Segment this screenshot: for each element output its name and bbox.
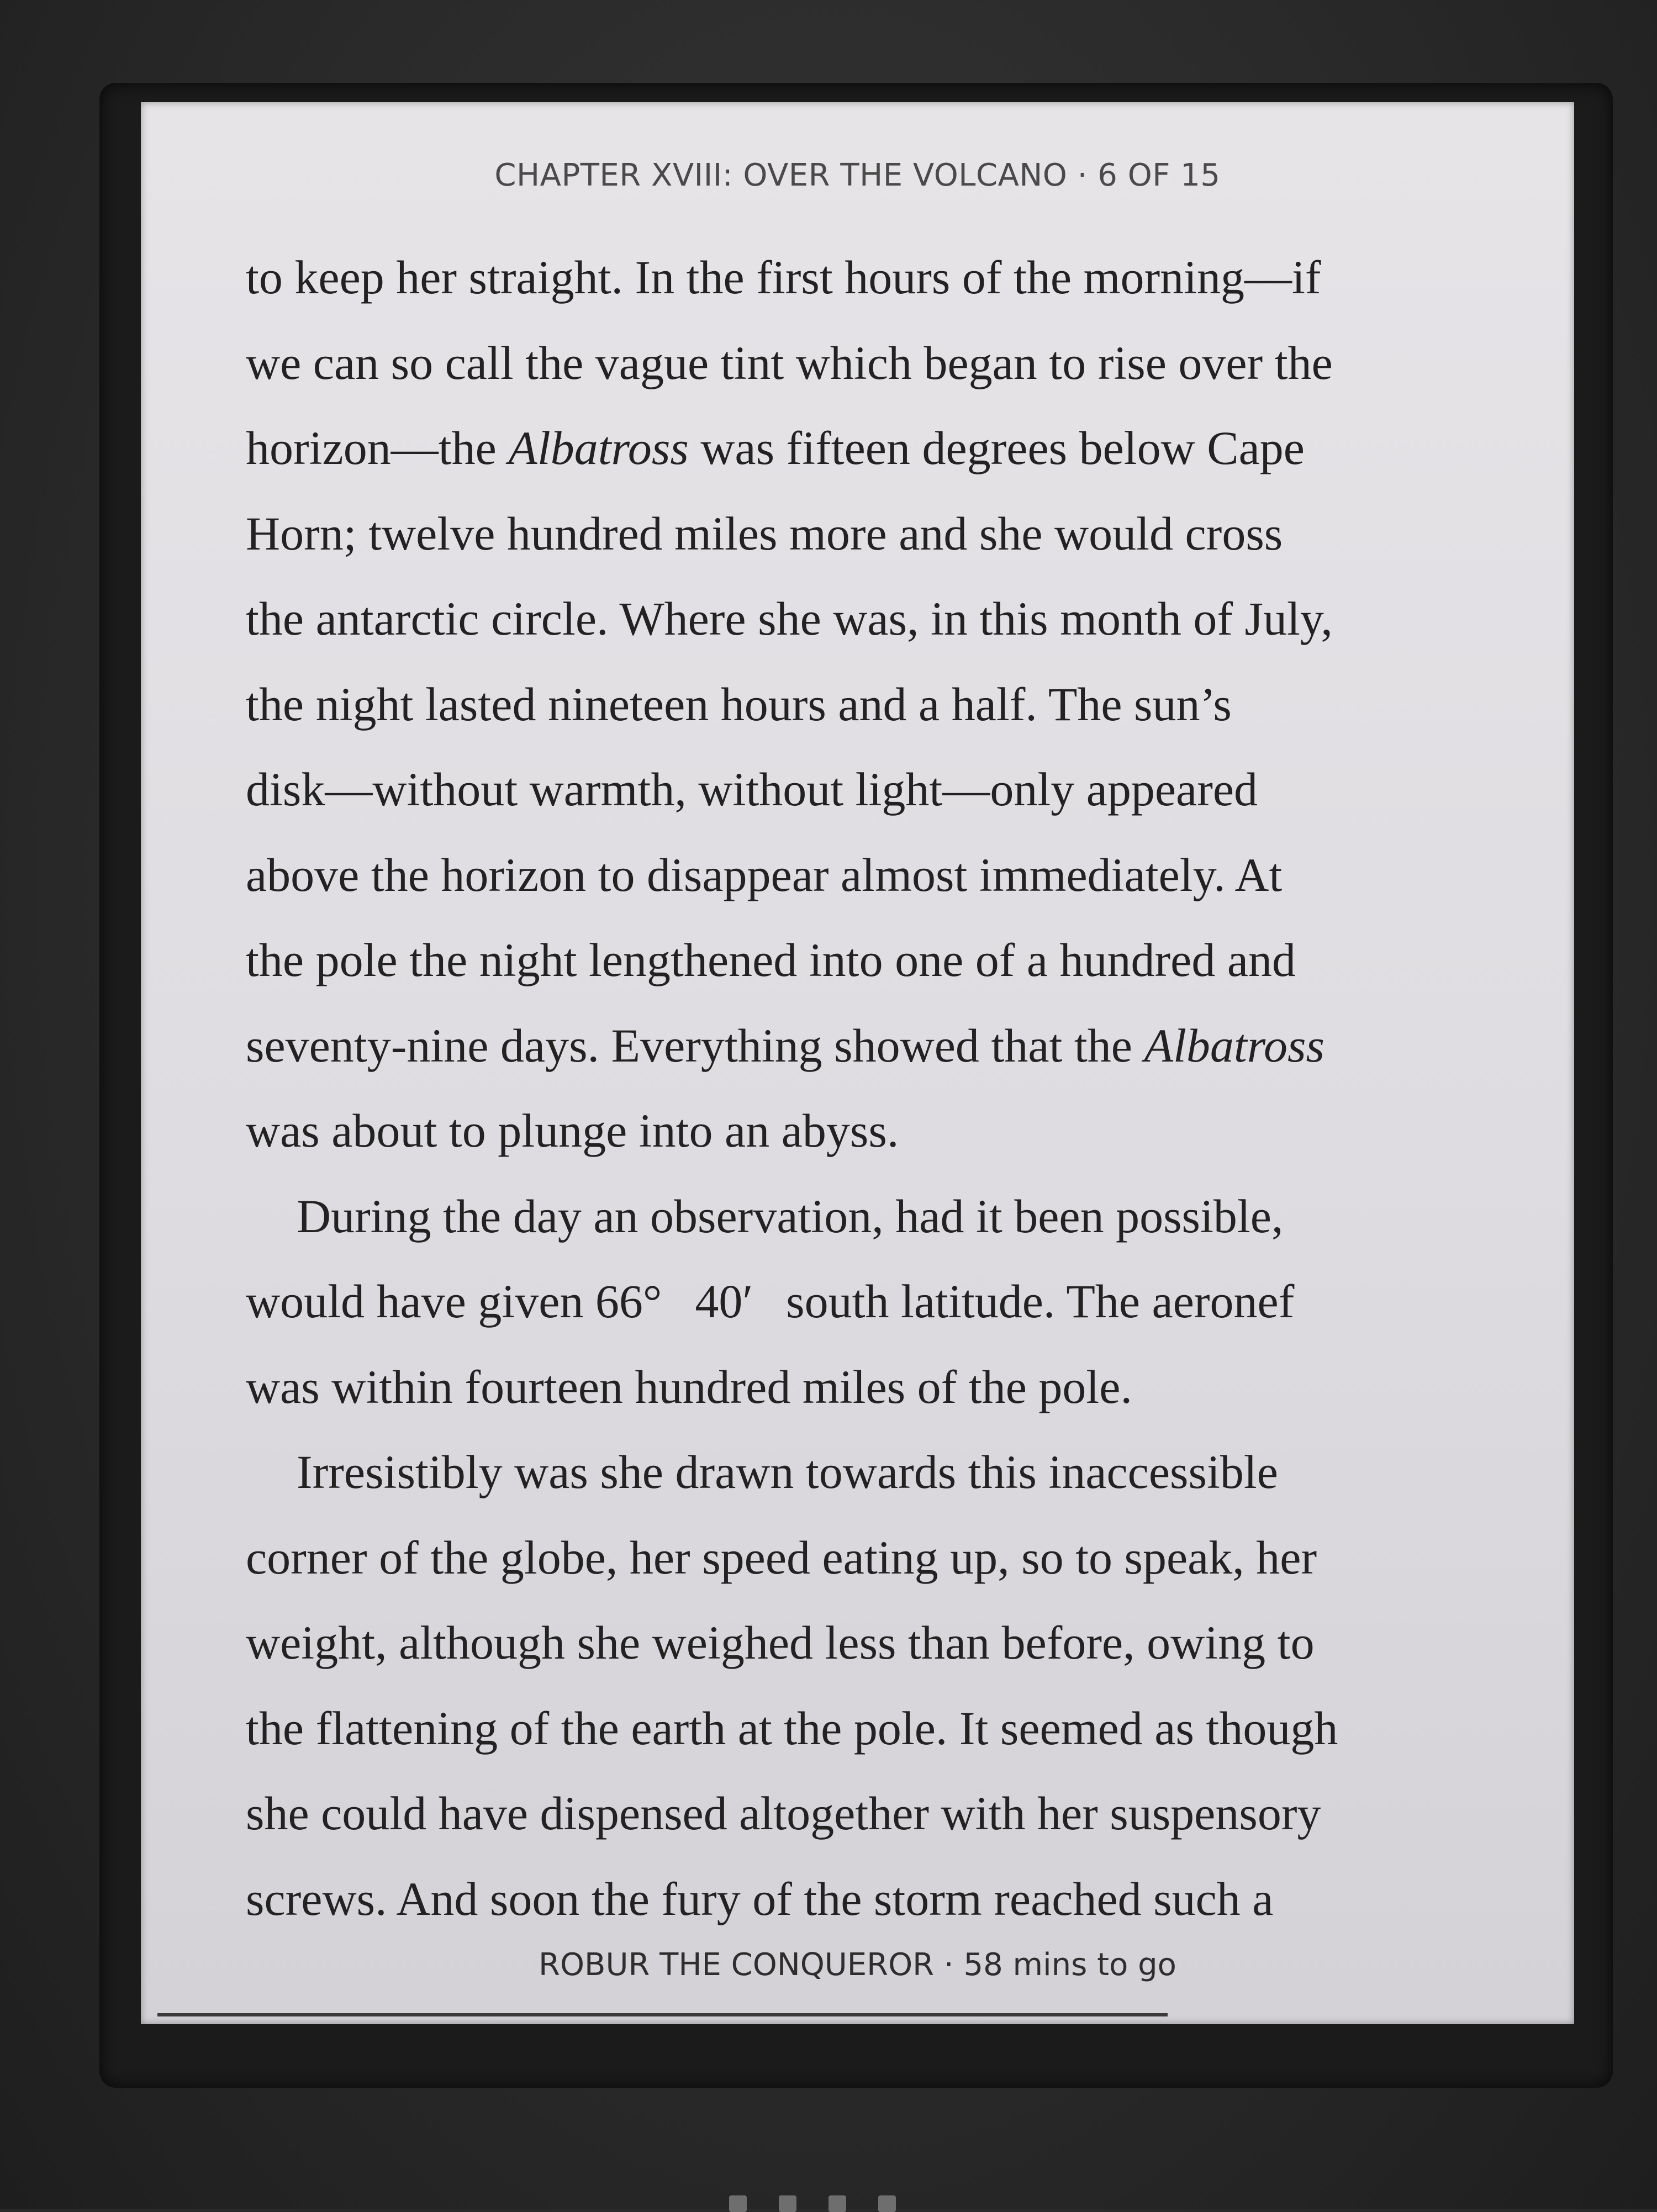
text-segment: was about to plunge into an abyss. bbox=[246, 1104, 899, 1157]
text-segment: During the day an observation, had it been possible, bbox=[297, 1189, 1284, 1243]
text-line bbox=[246, 1771, 1489, 1856]
text-segment: Irresistibly was she drawn towards this inaccessible bbox=[297, 1445, 1278, 1498]
text-line bbox=[246, 235, 1489, 320]
text-segment: south latitude. The aeronef bbox=[786, 1275, 1295, 1328]
text-line bbox=[246, 491, 1489, 577]
text-line bbox=[246, 917, 1489, 1003]
text-line bbox=[246, 1600, 1489, 1686]
book-footer[interactable]: ROBUR THE CONQUEROR · 58 mins to go bbox=[539, 1947, 1176, 1983]
text-segment: the flattening of the earth at the pole. It seemed as though bbox=[246, 1701, 1338, 1755]
text-line bbox=[246, 747, 1489, 832]
text-segment: Horn; twelve hundred miles more and she would cross bbox=[246, 506, 1283, 560]
reading-screen[interactable] bbox=[141, 102, 1574, 2024]
text-segment: 40′ bbox=[695, 1275, 753, 1328]
reading-progress-fill bbox=[157, 2013, 1168, 2016]
text-segment: the night lasted nineteen hours and a half. The sun’s bbox=[246, 677, 1232, 731]
text-line bbox=[246, 1174, 1489, 1259]
text-line bbox=[246, 1259, 1489, 1344]
text-line bbox=[246, 1429, 1489, 1515]
text-line bbox=[246, 1515, 1489, 1601]
text-segment: the pole the night lengthened into one of a hundred and bbox=[246, 933, 1296, 986]
text-segment: screws. And soon the fury of the storm reached such a bbox=[246, 1872, 1274, 1925]
text-line bbox=[246, 405, 1489, 491]
device-logo bbox=[729, 2190, 928, 2212]
text-line bbox=[246, 832, 1489, 918]
text-segment: seventy-nine days. Everything showed that the bbox=[246, 1018, 1144, 1072]
text-segment: to keep her straight. In the first hours of the morning—if bbox=[246, 251, 1321, 304]
page-text[interactable] bbox=[246, 235, 1489, 1941]
text-line bbox=[246, 662, 1489, 747]
text-segment: would have given 66° bbox=[246, 1275, 662, 1328]
reading-progress-bar bbox=[157, 2013, 1560, 2019]
text-segment: was within fourteen hundred miles of the pole. bbox=[246, 1360, 1132, 1413]
text-line bbox=[246, 1686, 1489, 1771]
text-line bbox=[246, 320, 1489, 406]
text-segment: weight, although she weighed less than before, owing to bbox=[246, 1616, 1315, 1669]
italic-title: Albatross bbox=[1144, 1018, 1324, 1072]
text-segment: horizon—the bbox=[246, 421, 509, 474]
text-line bbox=[246, 1344, 1489, 1430]
text-segment: corner of the globe, her speed eating up, so to speak, her bbox=[246, 1530, 1317, 1584]
text-segment: the antarctic circle. Where she was, in this month of July, bbox=[246, 592, 1333, 645]
text-segment: we can so call the vague tint which began to rise over the bbox=[246, 336, 1333, 389]
chapter-header[interactable]: CHAPTER XVIII: OVER THE VOLCANO · 6 OF 15 bbox=[494, 157, 1221, 193]
italic-title: Albatross bbox=[508, 421, 689, 474]
text-line bbox=[246, 1856, 1489, 1942]
text-line bbox=[246, 1088, 1489, 1174]
text-segment: was fifteen degrees below Cape bbox=[688, 421, 1305, 474]
text-segment: above the horizon to disappear almost immediately. At bbox=[246, 848, 1283, 901]
text-segment: she could have dispensed altogether with her suspensory bbox=[246, 1787, 1321, 1840]
text-line bbox=[246, 1003, 1489, 1089]
text-segment: disk—without warmth, without light—only appeared bbox=[246, 763, 1258, 816]
text-line bbox=[246, 576, 1489, 662]
